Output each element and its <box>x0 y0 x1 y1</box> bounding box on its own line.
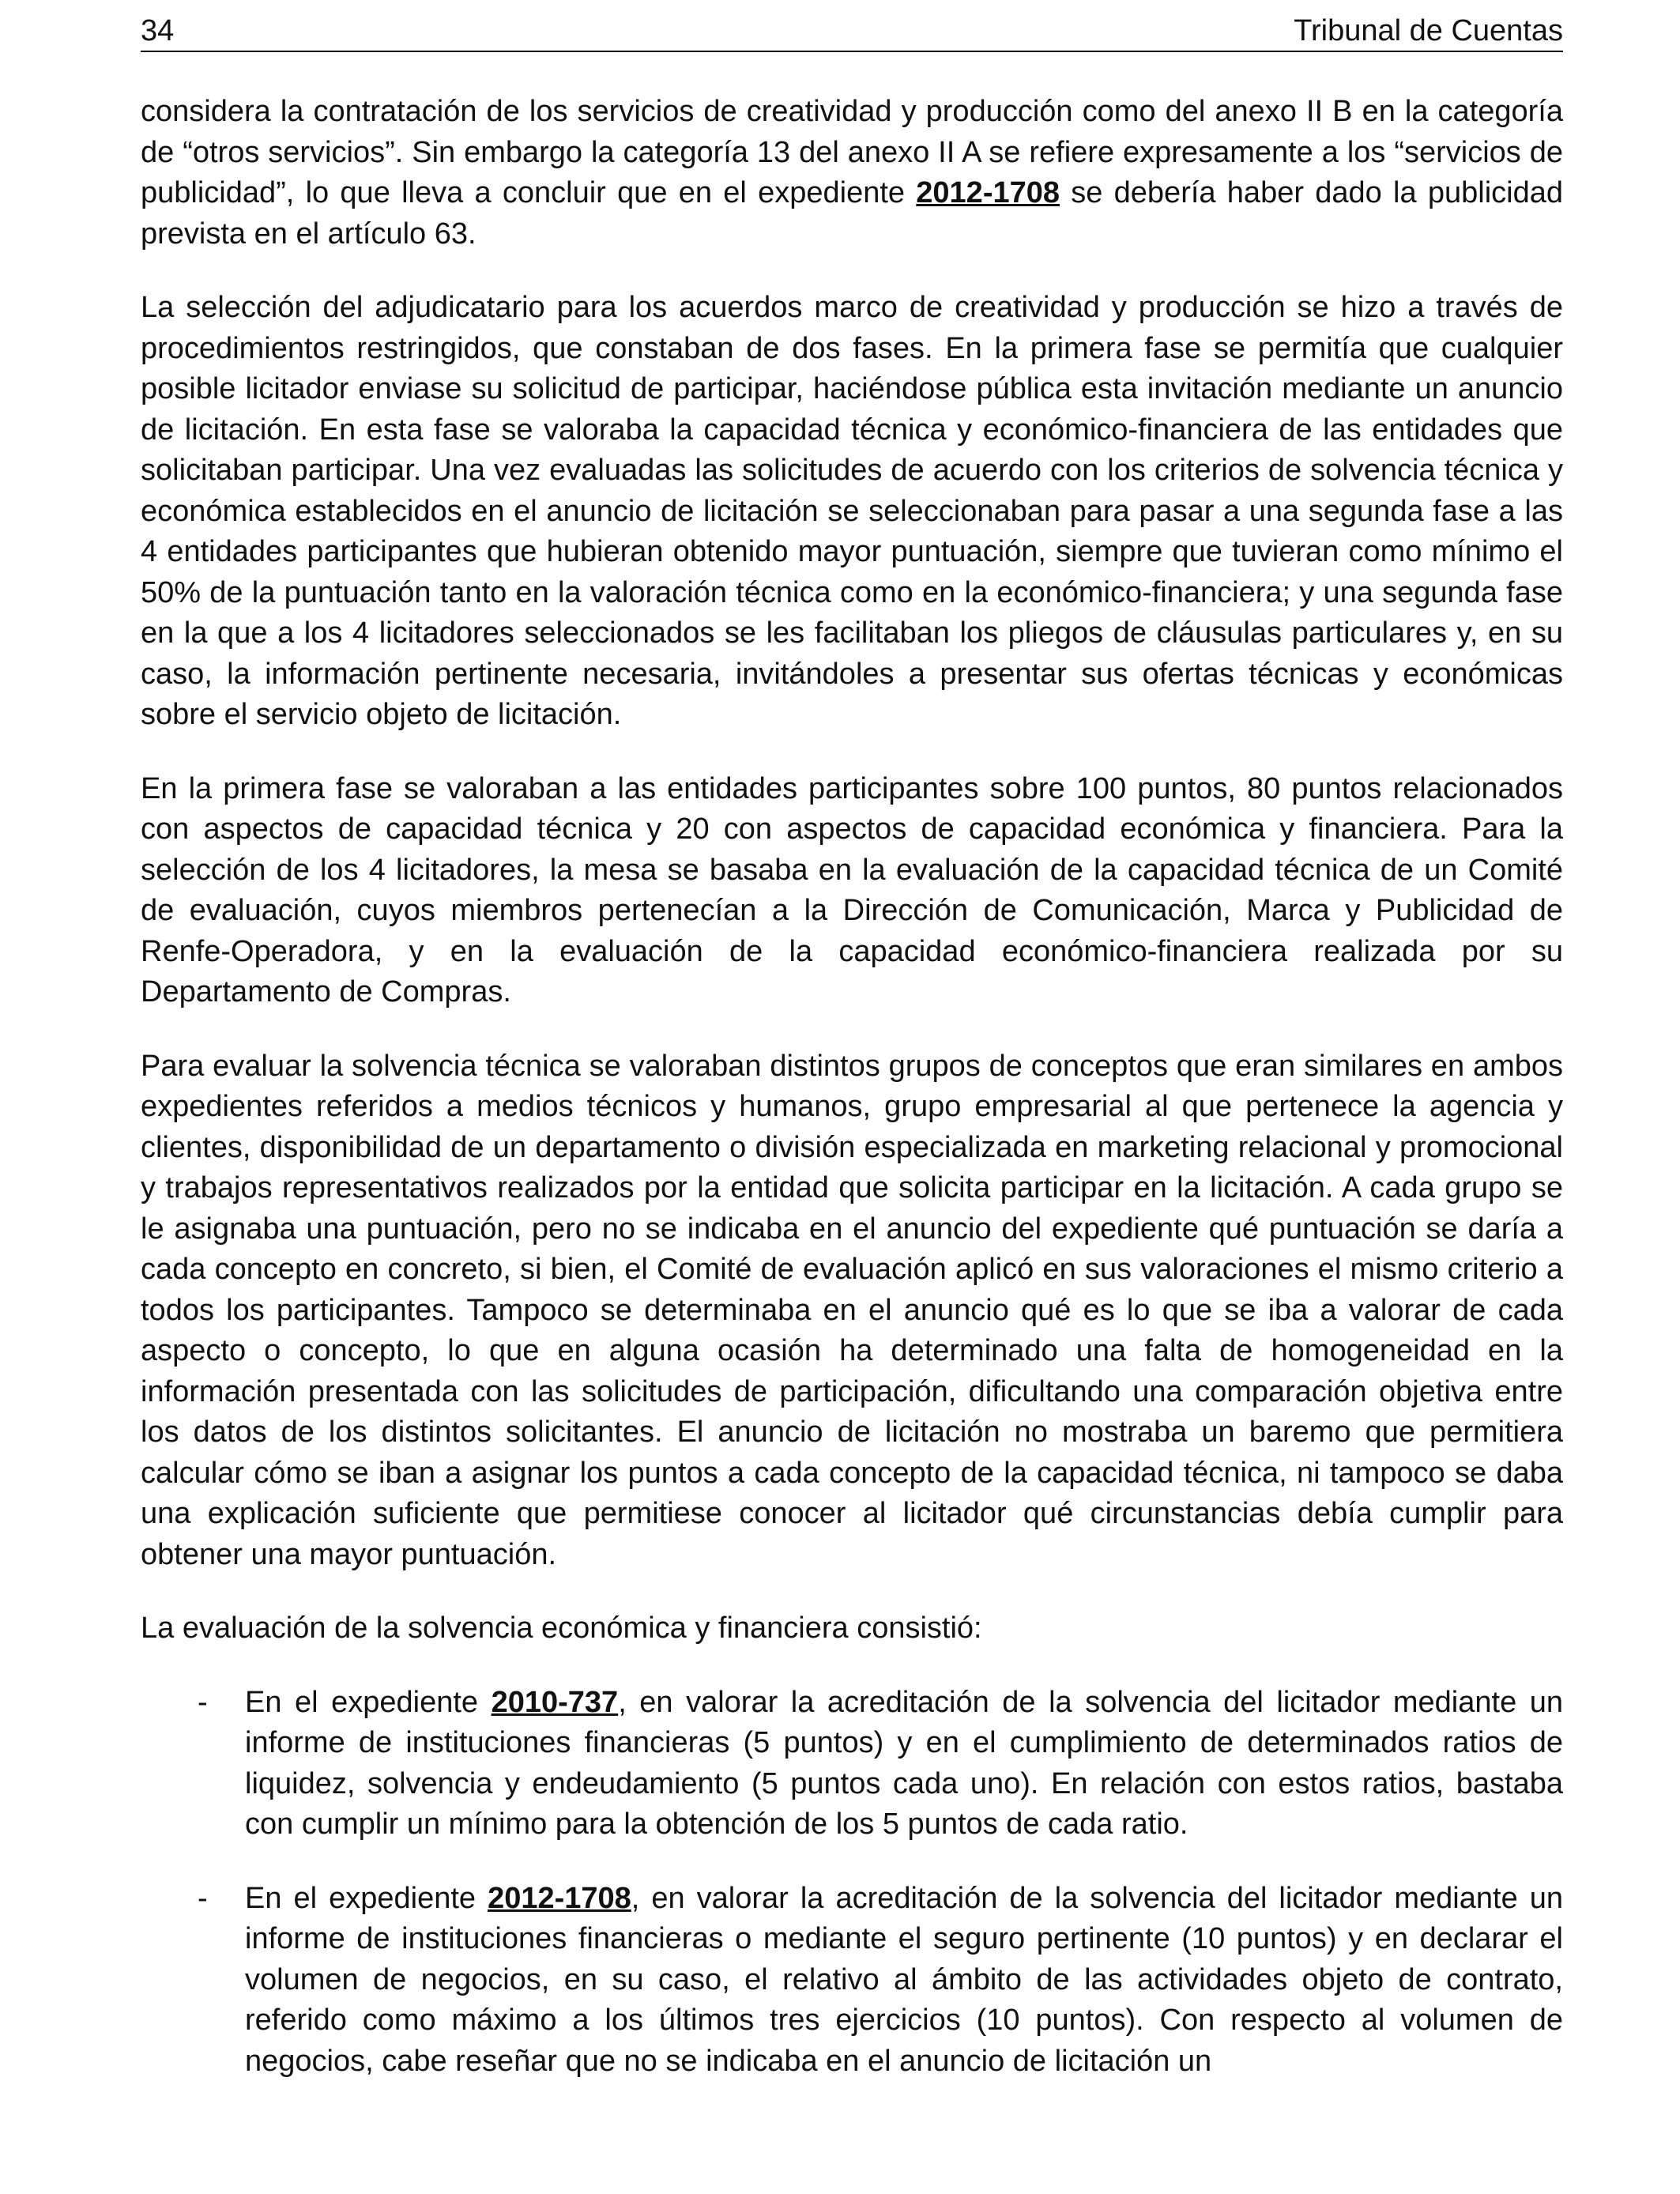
list-item-2 <box>141 1879 1563 2083</box>
list-bullet: - <box>198 1881 208 1915</box>
paragraph-2: La selección del adjudicatario para los acuerdos marco de creatividad y producción se hizo a través de procedimientos restringidos, que constaban de dos fases. En la primera fase se permitía que cualquier posible licitador enviase su solicitud de participar, haciéndose pública esta invitación mediante un anuncio de licitación. En esta fase se valoraba la capacidad técnica y económico-financiera de las entidades que solicitaban participar. Una vez evaluadas las solicitudes de acuerdo con los criterios de solvencia técnica y económica establecidos en el anuncio de licitación se seleccionaban para pasar a una segunda fase a las 4 entidades participantes que hubieran obtenido mayor puntuación, siempre que tuvieran como mínimo el 50% de la puntuación tanto en la valoración técnica como en la económico-financiera; y una segunda fase en la que a los 4 licitadores seleccionados se les facilitaban los pliegos de cláusulas particulares y, en su caso, la información pertinente necesaria, invitándoles a presentar sus ofertas técnicas y económicas sobre el servicio objeto de licitación. <box>141 291 1563 731</box>
paragraph-1 <box>141 92 1563 254</box>
page-header <box>141 11 1563 52</box>
paragraph-3: En la primera fase se valoraban a las entidades participantes sobre 100 puntos, 80 puntos relacionados con aspectos de capacidad técnica y 20 con aspectos de capacidad económica y financiera. Para la selección de los 4 licitadores, la mesa se basaba en la evaluación de la capacidad técnica de un Comité de evaluación, cuyos miembros pertenecían a la Dirección de Comunicación, Marca y Publicidad de Renfe-Operadora, y en la evaluación de la capacidad económico-financiera realizada por su Departamento de Compras. <box>141 771 1563 1008</box>
expediente-reference: 2012-1708 <box>916 176 1060 209</box>
paragraph-5: La evaluación de la solvencia económica y financiera consistió: <box>141 1612 982 1645</box>
paragraph-4: Para evaluar la solvencia técnica se valoraban distintos grupos de conceptos que eran similares en ambos expedientes referidos a medios técnicos y humanos, grupo empresarial al que pertenece la agencia y clientes, disponibilidad de un departamento o división especializada en marketing relacional y promocional y trabajos representativos realizados por la entidad que solicita participar en la licitación. A cada grupo se le asignaba una puntuación, pero no se indicaba en el anuncio del expediente qué puntuación se daría a cada concepto en concreto, si bien, el Comité de evaluación aplicó en sus valoraciones el mismo criterio a todos los participantes. Tampoco se determinaba en el anuncio qué es lo que se iba a valorar de cada aspecto o concepto, lo que en alguna ocasión ha determinado una falta de homogeneidad en la información presentada con las solicitudes de participación, dificultando una comparación objetiva entre los datos de los distintos solicitantes. El anuncio de licitación no mostraba un baremo que permitiera calcular cómo se iban a asignar los puntos a cada concepto de la capacidad técnica, ni tampoco se daba una explicación suficiente que permitiese conocer al licitador qué circunstancias debía cumplir para obtener una mayor puntuación. <box>141 1049 1563 1571</box>
expediente-reference: 2010-737 <box>491 1685 619 1719</box>
document-body <box>141 92 1563 2115</box>
list-bullet: - <box>198 1685 208 1719</box>
page-number: 34 <box>141 14 175 47</box>
header-title: Tribunal de Cuentas <box>1294 14 1563 47</box>
list-item-1 <box>141 1683 1563 1845</box>
list-item-1-text-after: , en valorar la acreditación de la solvencia del licitador mediante un informe de instituciones financieras (5 puntos) y en el cumplimiento de determinados ratios de liquidez, solvencia y endeudamiento (5 puntos cada uno). En relación con estos ratios, bastaba con cumplir un mínimo para la obtención de los 5 puntos de cada ratio. <box>245 1685 1563 1841</box>
paragraph-1-text-before: considera la contratación de los servicios de creatividad y producción como del anexo II B en la categoría de “otros servicios”. Sin embargo la categoría 13 del anexo II A se refiere expresamente a los “servicios de publicidad”, lo que lleva a concluir que en el expediente <box>141 95 1563 209</box>
list-item-1-text-before: En el expediente <box>245 1685 492 1719</box>
expediente-reference: 2012-1708 <box>488 1881 631 1915</box>
list-item-2-text-before: En el expediente <box>245 1881 488 1915</box>
document-page <box>141 0 1563 2194</box>
paragraph-1-text-after: se debería haber dado la publicidad prevista en el artículo 63. <box>141 176 1563 251</box>
list-item-2-text-after: , en valorar la acreditación de la solvencia del licitador mediante un informe de instituciones financieras o mediante el seguro pertinente (10 puntos) y en declarar el volumen de negocios, en su caso, el relativo al ámbito de las actividades objeto de contrato, referido como máximo a los últimos tres ejercicios (10 puntos). Con respecto al volumen de negocios, cabe reseñar que no se indicaba en el anuncio de licitación un <box>245 1881 1563 2078</box>
